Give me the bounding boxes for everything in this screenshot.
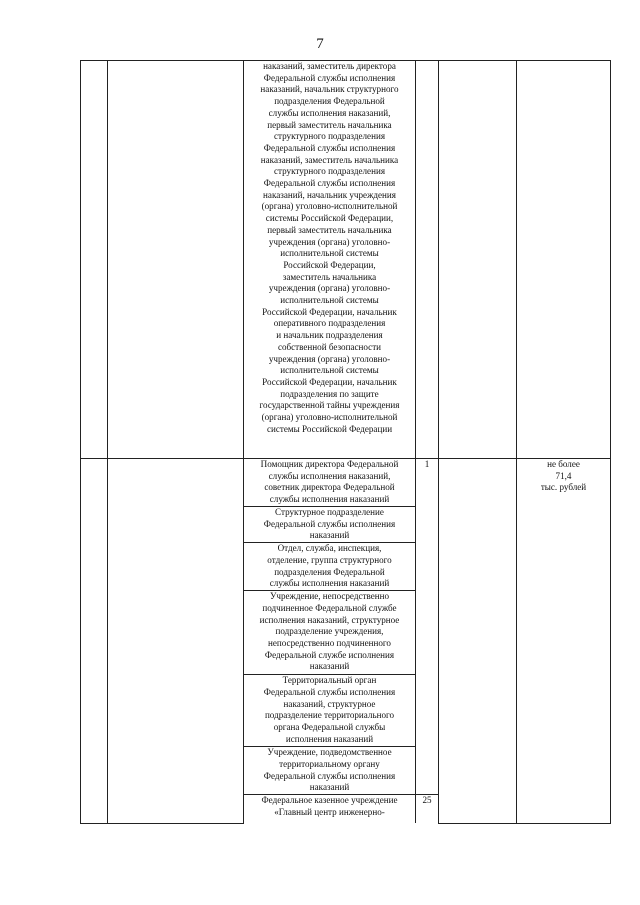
- text-line: исполнения наказаний: [285, 733, 374, 744]
- text-line: Учреждение, подведомственное: [267, 747, 392, 758]
- text-line: учреждения (органа) уголовно-: [268, 283, 391, 294]
- text-line: оперативного подразделения: [273, 318, 386, 329]
- table-row: [81, 61, 611, 459]
- text-line: Федеральной службы исполнения: [263, 142, 396, 153]
- text-line: службы исполнения наказаний,: [268, 470, 391, 481]
- text-line: учреждения (органа) уголовно-: [268, 353, 391, 364]
- text-line: структурного подразделения: [273, 131, 386, 142]
- text-line: службы исполнения наказаний: [269, 494, 390, 505]
- category-cell: [108, 61, 244, 459]
- text-line: наказаний: [309, 782, 350, 793]
- text-line: наказаний: [309, 530, 350, 541]
- index-cell: [81, 61, 108, 459]
- text-line: подразделения по защите: [280, 388, 379, 399]
- category-cell: [108, 459, 244, 824]
- text-line: исполнительной системы: [280, 365, 379, 376]
- text-line: Российской Федерации, начальник: [262, 376, 397, 387]
- text-line: Федеральной службы исполнения: [263, 178, 396, 189]
- description-cell: [244, 507, 416, 543]
- text-line: Федеральной службе исполнения: [264, 649, 395, 660]
- text-line: органа Федеральной службы: [273, 721, 386, 732]
- text-line: структурного подразделения: [273, 166, 386, 177]
- text-line: советник директора Федеральной: [264, 482, 395, 493]
- text-line: Федеральной службы исполнения: [263, 686, 396, 697]
- description-cell: [244, 61, 416, 459]
- text-line: Территориальный орган: [282, 675, 377, 686]
- norm-cell: [439, 459, 517, 824]
- text-line: Федеральной службы исполнения: [263, 770, 396, 781]
- text-line: Федеральное казенное учреждение: [261, 795, 398, 806]
- table-row: [81, 459, 611, 507]
- text-line: Российской Федерации,: [283, 259, 376, 270]
- text-line: наказаний, начальник учреждения: [263, 189, 396, 200]
- text-line: подразделение территориального: [264, 710, 395, 721]
- quantity-cell: [416, 61, 439, 459]
- text-line: учреждения (органа) уголовно-: [268, 236, 391, 247]
- text-line: «Главный центр инженерно-: [274, 806, 385, 817]
- text-line: (органа) уголовно-исполнительной: [261, 201, 398, 212]
- description-cell: [244, 543, 416, 591]
- index-cell: [81, 459, 108, 824]
- text-line: первый заместитель начальника: [267, 224, 392, 235]
- text-line: собственной безопасности: [277, 341, 382, 352]
- text-line: тыс. рублей: [540, 482, 587, 493]
- description-cell: [244, 591, 416, 675]
- text-line: подчиненное Федеральной службе: [262, 602, 397, 613]
- page-number: 7: [316, 36, 324, 52]
- text-line: государственной тайны учреждения: [259, 400, 400, 411]
- limit-cell: [517, 61, 611, 459]
- text-line: наказаний, структурное: [283, 698, 376, 709]
- text-line: подразделение учреждения,: [275, 626, 384, 637]
- text-line: исполнительной системы: [280, 295, 379, 306]
- norm-cell: [439, 61, 517, 459]
- text-line: не более: [547, 459, 580, 469]
- text-line: 71,4: [555, 470, 572, 481]
- positions-table: [80, 60, 611, 824]
- text-line: отделение, группа структурного: [267, 554, 392, 565]
- text-line: службы исполнения наказаний,: [268, 107, 391, 118]
- text-line: службы исполнения наказаний: [269, 578, 390, 589]
- text-line: наказаний, заместитель начальника: [260, 154, 399, 165]
- description-cell: [244, 795, 416, 824]
- text-line: системы Российской Федерации,: [265, 213, 394, 224]
- text-line: и начальник подразделения: [276, 330, 383, 341]
- text-line: Федеральной службы исполнения: [263, 72, 396, 83]
- text-line: подразделения Федеральной: [274, 96, 385, 107]
- text-line: наказаний, заместитель директора: [263, 61, 396, 71]
- description-cell: [244, 459, 416, 507]
- description-cell: [244, 747, 416, 795]
- text-line: исполнения наказаний, структурное: [259, 614, 400, 625]
- text-line: Учреждение, непосредственно: [269, 591, 390, 602]
- text-line: территориальному органу: [279, 758, 380, 769]
- text-line: системы Российской Федерации: [266, 423, 393, 434]
- text-line: Структурное подразделение: [275, 507, 384, 517]
- description-cell: [244, 675, 416, 747]
- text-line: исполнительной системы: [280, 248, 379, 259]
- text-line: Помощник директора Федеральной: [260, 459, 399, 469]
- text-line: Федеральной службы исполнения: [263, 518, 396, 529]
- quantity-cell: 1: [416, 459, 439, 795]
- text-line: наказаний, начальник структурного: [260, 84, 399, 95]
- text-line: первый заместитель начальника: [267, 119, 392, 130]
- text-line: наказаний: [309, 661, 350, 672]
- text-line: непосредственно подчиненного: [268, 637, 391, 648]
- text-line: подразделения Федеральной: [274, 566, 385, 577]
- limit-cell: [517, 459, 611, 824]
- quantity-cell: 25: [416, 795, 439, 824]
- text-line: (органа) уголовно-исполнительной: [261, 412, 398, 423]
- text-line: Отдел, служба, инспекция,: [277, 543, 382, 554]
- text-line: Российской Федерации, начальник: [262, 306, 397, 317]
- text-line: заместитель начальника: [282, 271, 377, 282]
